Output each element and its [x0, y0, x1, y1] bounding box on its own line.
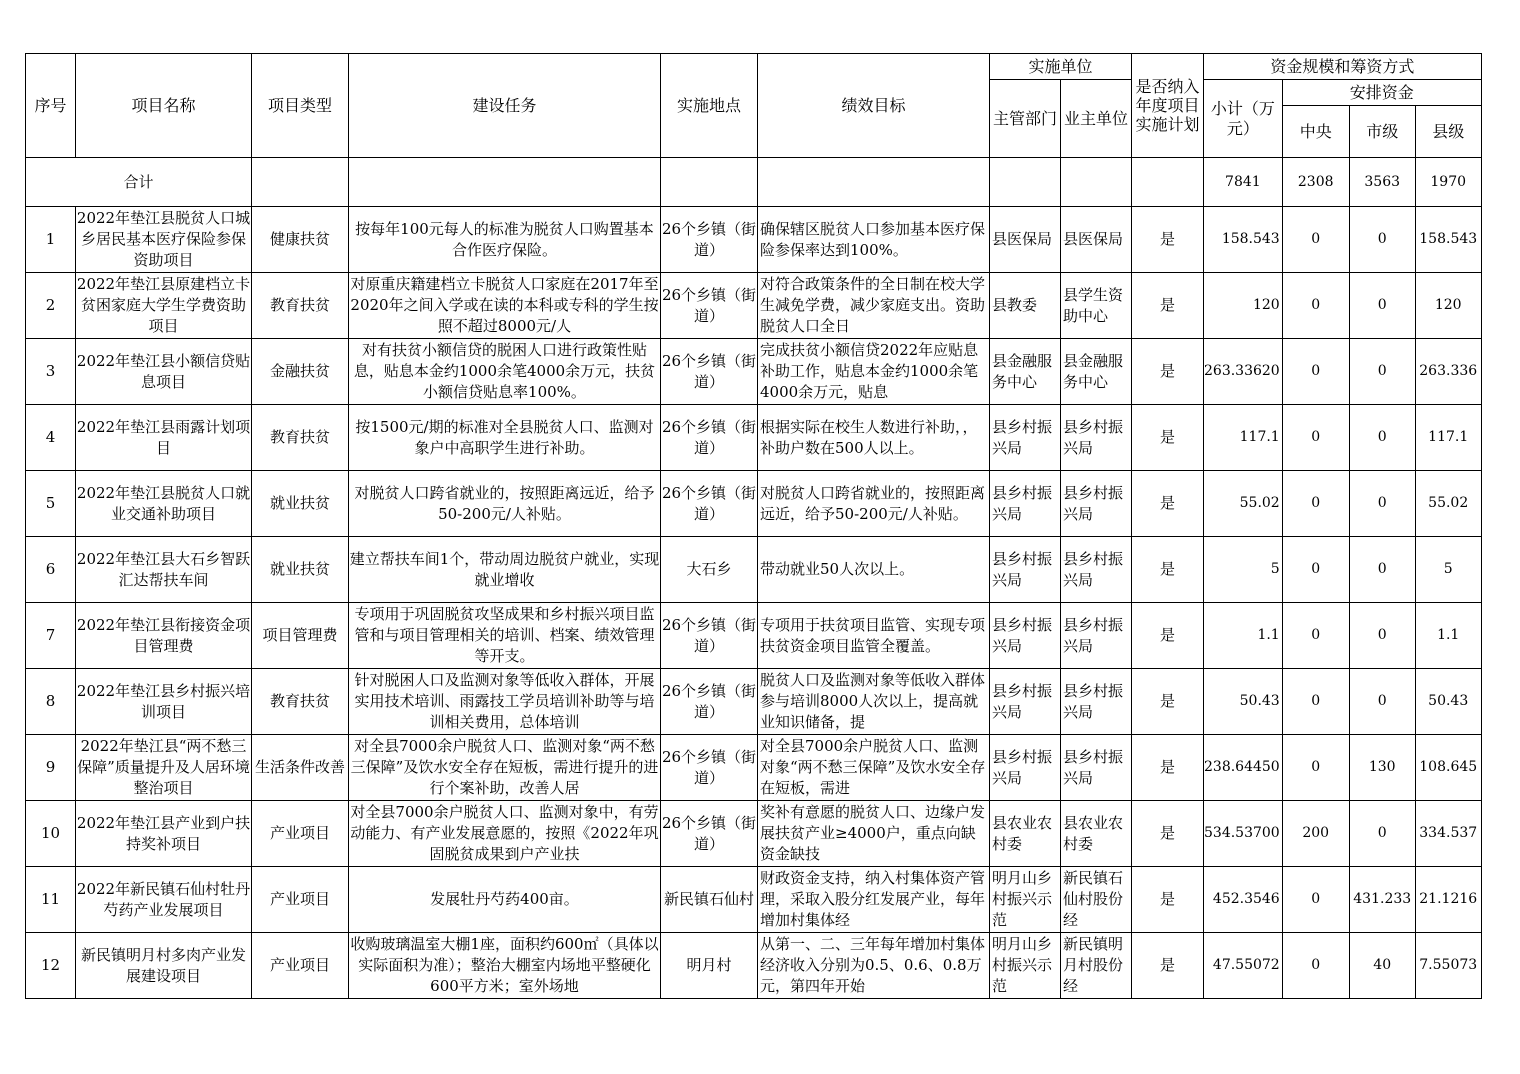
row-dept — [990, 273, 1061, 339]
row-central: 200 — [1282, 801, 1349, 867]
row-goal — [758, 735, 990, 801]
row-location: 26个乡镇（街道） — [661, 339, 758, 405]
table-row — [26, 735, 1482, 801]
total-empty-plan — [1132, 158, 1204, 207]
row-owner-text: 县农业农村委 — [1063, 813, 1124, 853]
row-name-text: 2022年垫江县小额信贷贴息项目 — [76, 351, 251, 391]
row-name-text: 2022年垫江县产业到户扶持奖补项目 — [76, 813, 251, 853]
row-dept-text: 明月山乡村振兴示范 — [992, 869, 1053, 929]
row-seq: 9 — [26, 735, 76, 801]
row-task — [349, 339, 661, 405]
row-owner-text: 县乡村振兴局 — [1063, 615, 1124, 655]
total-empty-dept — [990, 158, 1061, 207]
project-table-sheet — [25, 53, 1482, 999]
row-dept-text: 县乡村振兴局 — [992, 417, 1053, 457]
row-location: 26个乡镇（街道） — [661, 207, 758, 273]
row-in-plan: 是 — [1132, 273, 1204, 339]
row-owner — [1061, 933, 1132, 999]
row-county: 1.1 — [1415, 603, 1481, 669]
row-county: 263.336 — [1415, 339, 1481, 405]
header-in-plan: 是否纳入年度项目实施计划 — [1132, 54, 1204, 158]
total-label: 合计 — [26, 158, 252, 207]
row-goal-text: 对全县7000余户脱贫人口、监测对象“两不愁三保障”及饮水安全存在短板，需进 — [760, 737, 986, 797]
total-row — [26, 158, 1482, 207]
row-dept-text: 县金融服务中心 — [992, 351, 1053, 391]
row-goal — [758, 801, 990, 867]
row-owner — [1061, 537, 1132, 603]
header-funds: 资金规模和筹资方式 — [1204, 54, 1482, 80]
row-task — [349, 537, 661, 603]
row-name — [76, 471, 252, 537]
row-goal-text: 脱贫人口及监测对象等低收入群体参与培训8000人次以上，提高就业知识储备，提 — [760, 671, 986, 731]
row-location: 26个乡镇（街道） — [661, 471, 758, 537]
row-dept-text: 县乡村振兴局 — [992, 549, 1053, 589]
row-type: 就业扶贫 — [252, 471, 349, 537]
row-dept — [990, 801, 1061, 867]
row-goal — [758, 207, 990, 273]
row-subtotal: 534.53700 — [1204, 801, 1283, 867]
row-goal — [758, 405, 990, 471]
row-central: 0 — [1282, 603, 1349, 669]
row-county: 5 — [1415, 537, 1481, 603]
row-name — [76, 801, 252, 867]
header-goal: 绩效目标 — [758, 54, 990, 158]
header-impl-unit: 实施单位 — [990, 54, 1132, 80]
row-county: 55.02 — [1415, 471, 1481, 537]
row-task — [349, 405, 661, 471]
total-empty-type — [252, 158, 349, 207]
row-owner — [1061, 471, 1132, 537]
row-owner — [1061, 405, 1132, 471]
row-dept — [990, 405, 1061, 471]
row-dept-text: 县农业农村委 — [992, 813, 1053, 853]
row-goal-text: 对符合政策条件的全日制在校大学生减免学费，减少家庭支出。资助脱贫人口全日 — [760, 275, 986, 335]
row-goal-text: 财政资金支持，纳入村集体资产管理，采取入股分红发展产业，每年增加村集体经 — [760, 869, 986, 929]
row-task — [349, 273, 661, 339]
row-central: 0 — [1282, 339, 1349, 405]
header-location: 实施地点 — [661, 54, 758, 158]
row-location: 26个乡镇（街道） — [661, 603, 758, 669]
row-in-plan: 是 — [1132, 405, 1204, 471]
row-subtotal: 1.1 — [1204, 603, 1283, 669]
row-county: 108.645 — [1415, 735, 1481, 801]
row-name — [76, 669, 252, 735]
header-owner: 业主单位 — [1061, 80, 1132, 158]
row-task-text: 按每年100元每人的标准为脱贫人口购置基本合作医疗保险。 — [355, 219, 654, 259]
row-city: 0 — [1349, 603, 1415, 669]
row-dept — [990, 669, 1061, 735]
row-seq: 11 — [26, 867, 76, 933]
row-task — [349, 603, 661, 669]
row-dept-text: 县乡村振兴局 — [992, 747, 1053, 787]
row-in-plan: 是 — [1132, 471, 1204, 537]
row-county: 334.537 — [1415, 801, 1481, 867]
row-subtotal: 55.02 — [1204, 471, 1283, 537]
row-name — [76, 735, 252, 801]
row-seq: 3 — [26, 339, 76, 405]
row-name-text: 2022年垫江县雨露计划项目 — [76, 417, 251, 457]
total-empty-task — [349, 158, 661, 207]
row-city: 431.233 — [1349, 867, 1415, 933]
row-subtotal: 47.55072 — [1204, 933, 1283, 999]
total-county: 1970 — [1415, 158, 1481, 207]
header-central: 中央 — [1282, 106, 1349, 158]
row-seq: 6 — [26, 537, 76, 603]
header-row-1 — [26, 54, 1482, 80]
row-name — [76, 207, 252, 273]
row-task-text: 按1500元/期的标准对全县脱贫人口、监测对象户中高职学生进行补助。 — [355, 417, 654, 457]
header-type: 项目类型 — [252, 54, 349, 158]
table-row — [26, 537, 1482, 603]
row-owner-text: 县乡村振兴局 — [1063, 681, 1124, 721]
row-central: 0 — [1282, 471, 1349, 537]
row-central: 0 — [1282, 933, 1349, 999]
row-name — [76, 603, 252, 669]
header-seq: 序号 — [26, 54, 76, 158]
row-type: 产业项目 — [252, 801, 349, 867]
row-goal — [758, 603, 990, 669]
row-name-text: 2022年垫江县脱贫人口城乡居民基本医疗保险参保资助项目 — [76, 209, 251, 269]
row-owner-text: 县乡村振兴局 — [1063, 483, 1124, 523]
row-type: 教育扶贫 — [252, 669, 349, 735]
row-type: 就业扶贫 — [252, 537, 349, 603]
row-subtotal: 50.43 — [1204, 669, 1283, 735]
row-location: 26个乡镇（街道） — [661, 669, 758, 735]
row-type: 金融扶贫 — [252, 339, 349, 405]
row-seq: 4 — [26, 405, 76, 471]
row-owner-text: 县金融服务中心 — [1063, 351, 1124, 391]
row-dept — [990, 207, 1061, 273]
row-county: 50.43 — [1415, 669, 1481, 735]
row-seq: 5 — [26, 471, 76, 537]
row-subtotal: 263.33620 — [1204, 339, 1283, 405]
header-arranged: 安排资金 — [1282, 80, 1481, 106]
row-name — [76, 405, 252, 471]
row-in-plan: 是 — [1132, 735, 1204, 801]
row-subtotal: 238.64450 — [1204, 735, 1283, 801]
row-dept — [990, 339, 1061, 405]
row-subtotal: 117.1 — [1204, 405, 1283, 471]
header-subtotal: 小计（万元） — [1204, 80, 1283, 158]
row-seq: 8 — [26, 669, 76, 735]
row-task — [349, 735, 661, 801]
row-task — [349, 933, 661, 999]
row-seq: 7 — [26, 603, 76, 669]
row-city: 0 — [1349, 207, 1415, 273]
row-goal-text: 确保辖区脱贫人口参加基本医疗保险参保率达到100%。 — [760, 219, 986, 259]
row-goal — [758, 273, 990, 339]
row-type: 产业项目 — [252, 933, 349, 999]
row-location: 明月村 — [661, 933, 758, 999]
row-type: 生活条件改善 — [252, 735, 349, 801]
row-seq: 1 — [26, 207, 76, 273]
row-owner-text: 新民镇明月村股份经 — [1063, 935, 1124, 995]
total-empty-owner — [1061, 158, 1132, 207]
total-subtotal: 7841 — [1204, 158, 1283, 207]
row-city: 0 — [1349, 669, 1415, 735]
row-goal-text: 对脱贫人口跨省就业的，按照距离远近，给予50-200元/人补贴。 — [760, 483, 986, 523]
row-dept — [990, 603, 1061, 669]
row-goal — [758, 339, 990, 405]
row-goal-text: 奖补有意愿的脱贫人口、边缘户发展扶贫产业≥4000户，重点向缺资金缺技 — [760, 803, 986, 863]
row-city: 130 — [1349, 735, 1415, 801]
row-dept-text: 县医保局 — [992, 230, 1053, 248]
row-name-text: 2022年新民镇石仙村牡丹芍药产业发展项目 — [76, 879, 251, 919]
row-city: 0 — [1349, 339, 1415, 405]
table-row — [26, 405, 1482, 471]
row-name-text: 2022年垫江县脱贫人口就业交通补助项目 — [76, 483, 251, 523]
row-goal — [758, 933, 990, 999]
row-subtotal: 120 — [1204, 273, 1283, 339]
row-in-plan: 是 — [1132, 537, 1204, 603]
row-owner — [1061, 603, 1132, 669]
row-task-text: 针对脱困人口及监测对象等低收入群体，开展实用技术培训、雨露技工学员培训补助等与培训相关费用，总体培训 — [354, 671, 655, 731]
row-name-text: 2022年垫江县衔接资金项目管理费 — [76, 615, 251, 655]
row-county: 21.1216 — [1415, 867, 1481, 933]
row-type: 产业项目 — [252, 867, 349, 933]
row-owner — [1061, 339, 1132, 405]
row-seq: 10 — [26, 801, 76, 867]
row-in-plan: 是 — [1132, 339, 1204, 405]
row-goal — [758, 471, 990, 537]
table-row — [26, 207, 1482, 273]
row-owner-text: 新民镇石仙村股份经 — [1063, 869, 1124, 929]
row-task-text: 对原重庆籍建档立卡脱贫人口家庭在2017年至2020年之间入学或在读的本科或专科的学生按照不超过8000元/人 — [350, 275, 659, 335]
row-dept — [990, 471, 1061, 537]
header-name: 项目名称 — [76, 54, 252, 158]
table-row — [26, 603, 1482, 669]
table-row — [26, 933, 1482, 999]
row-dept-text: 明月山乡村振兴示范 — [992, 935, 1053, 995]
row-task-text: 对脱贫人口跨省就业的，按照距离远近，给予50-200元/人补贴。 — [354, 483, 655, 523]
row-central: 0 — [1282, 207, 1349, 273]
row-dept — [990, 735, 1061, 801]
row-dept-text: 县乡村振兴局 — [992, 483, 1053, 523]
header-task: 建设任务 — [349, 54, 661, 158]
row-in-plan: 是 — [1132, 801, 1204, 867]
row-name-text: 2022年垫江县原建档立卡贫困家庭大学生学费资助项目 — [76, 275, 251, 335]
table-row — [26, 273, 1482, 339]
row-in-plan: 是 — [1132, 207, 1204, 273]
row-dept-text: 县乡村振兴局 — [992, 681, 1053, 721]
row-name-text: 2022年垫江县乡村振兴培训项目 — [76, 681, 251, 721]
row-task-text: 对有扶贫小额信贷的脱困人口进行政策性贴息，贴息本金约1000余笔4000余万元，扶贫小额信贷贴息率100%。 — [353, 341, 656, 401]
row-task-text: 对全县7000余户脱贫人口、监测对象中，有劳动能力、有产业发展意愿的，按照《2022年巩固脱贫成果到户产业扶 — [350, 803, 659, 863]
row-goal — [758, 669, 990, 735]
row-task — [349, 471, 661, 537]
row-location: 26个乡镇（街道） — [661, 735, 758, 801]
project-table — [25, 53, 1482, 999]
row-type: 健康扶贫 — [252, 207, 349, 273]
row-subtotal: 158.543 — [1204, 207, 1283, 273]
header-city: 市级 — [1349, 106, 1415, 158]
row-goal — [758, 867, 990, 933]
row-central: 0 — [1282, 273, 1349, 339]
row-location: 26个乡镇（街道） — [661, 273, 758, 339]
row-subtotal: 5 — [1204, 537, 1283, 603]
row-location: 大石乡 — [661, 537, 758, 603]
row-central: 0 — [1282, 537, 1349, 603]
row-name — [76, 933, 252, 999]
total-empty-goal — [758, 158, 990, 207]
row-task — [349, 867, 661, 933]
row-central: 0 — [1282, 405, 1349, 471]
row-goal-text: 从第一、二、三年每年增加村集体经济收入分别为0.5、0.6、0.8万元，第四年开始 — [760, 935, 986, 995]
row-owner — [1061, 867, 1132, 933]
row-goal-text: 完成扶贫小额信贷2022年应贴息补助工作，贴息本金约1000余笔4000余万元，贴息 — [760, 341, 979, 401]
row-owner — [1061, 207, 1132, 273]
row-name — [76, 339, 252, 405]
row-central: 0 — [1282, 867, 1349, 933]
row-subtotal: 452.3546 — [1204, 867, 1283, 933]
row-task-text: 专项用于巩固脱贫攻坚成果和乡村振兴项目监管和与项目管理相关的培训、档案、绩效管理等开支。 — [354, 605, 655, 665]
row-county: 117.1 — [1415, 405, 1481, 471]
row-city: 0 — [1349, 273, 1415, 339]
table-row — [26, 669, 1482, 735]
row-task-text: 发展牡丹芍药400亩。 — [430, 890, 579, 908]
row-seq: 12 — [26, 933, 76, 999]
total-city: 3563 — [1349, 158, 1415, 207]
table-row — [26, 339, 1482, 405]
row-city: 40 — [1349, 933, 1415, 999]
row-name-text: 2022年垫江县“两不愁三保障”质量提升及人居环境整治项目 — [77, 737, 250, 797]
row-central: 0 — [1282, 669, 1349, 735]
row-type: 教育扶贫 — [252, 405, 349, 471]
row-location: 新民镇石仙村 — [661, 867, 758, 933]
row-dept — [990, 933, 1061, 999]
row-goal-text: 根据实际在校生人数进行补助，，补助户数在500人以上。 — [760, 417, 978, 457]
row-task — [349, 207, 661, 273]
row-task-text: 对全县7000余户脱贫人口、监测对象“两不愁三保障”及饮水安全存在短板，需进行提升的进行个案补助，改善人居 — [350, 737, 659, 797]
row-goal-text: 专项用于扶贫项目监管、实现专项扶贫资金项目监管全覆盖。 — [760, 615, 986, 655]
table-row — [26, 801, 1482, 867]
row-name-text: 新民镇明月村多肉产业发展建设项目 — [80, 945, 246, 985]
header-county: 县级 — [1415, 106, 1481, 158]
header-dept: 主管部门 — [990, 80, 1061, 158]
row-owner-text: 县乡村振兴局 — [1063, 549, 1124, 589]
row-task — [349, 801, 661, 867]
row-owner-text: 县医保局 — [1063, 230, 1124, 248]
row-goal-text: 带动就业50人次以上。 — [760, 560, 915, 578]
row-name — [76, 273, 252, 339]
row-owner-text: 县乡村振兴局 — [1063, 417, 1124, 457]
row-city: 0 — [1349, 471, 1415, 537]
row-name-text: 2022年垫江县大石乡智跃汇达帮扶车间 — [76, 549, 251, 589]
table-row — [26, 471, 1482, 537]
row-task-text: 收购玻璃温室大棚1座，面积约600㎡（具体以实际面积为准）；整治大棚室内场地平整硬化600平方米；室外场地 — [350, 935, 659, 995]
row-in-plan: 是 — [1132, 603, 1204, 669]
row-dept-text: 县乡村振兴局 — [992, 615, 1053, 655]
row-city: 0 — [1349, 405, 1415, 471]
row-dept — [990, 537, 1061, 603]
row-dept — [990, 867, 1061, 933]
row-owner — [1061, 669, 1132, 735]
row-in-plan: 是 — [1132, 933, 1204, 999]
row-owner — [1061, 801, 1132, 867]
row-name — [76, 537, 252, 603]
row-county: 7.55073 — [1415, 933, 1481, 999]
row-central: 0 — [1282, 735, 1349, 801]
row-type: 教育扶贫 — [252, 273, 349, 339]
row-in-plan: 是 — [1132, 867, 1204, 933]
row-owner — [1061, 735, 1132, 801]
row-county: 158.543 — [1415, 207, 1481, 273]
row-owner-text: 县乡村振兴局 — [1063, 747, 1124, 787]
row-location: 26个乡镇（街道） — [661, 801, 758, 867]
row-location: 26个乡镇（街道） — [661, 405, 758, 471]
row-task — [349, 669, 661, 735]
row-type: 项目管理费 — [252, 603, 349, 669]
row-county: 120 — [1415, 273, 1481, 339]
row-city: 0 — [1349, 537, 1415, 603]
row-in-plan: 是 — [1132, 669, 1204, 735]
row-owner-text: 县学生资助中心 — [1063, 285, 1124, 325]
row-task-text: 建立帮扶车间1个，带动周边脱贫户就业，实现就业增收 — [349, 549, 660, 589]
row-dept-text: 县教委 — [992, 296, 1038, 314]
total-empty-location — [661, 158, 758, 207]
row-owner — [1061, 273, 1132, 339]
row-name — [76, 867, 252, 933]
total-central: 2308 — [1282, 158, 1349, 207]
row-goal — [758, 537, 990, 603]
table-row — [26, 867, 1482, 933]
row-seq: 2 — [26, 273, 76, 339]
row-city: 0 — [1349, 801, 1415, 867]
